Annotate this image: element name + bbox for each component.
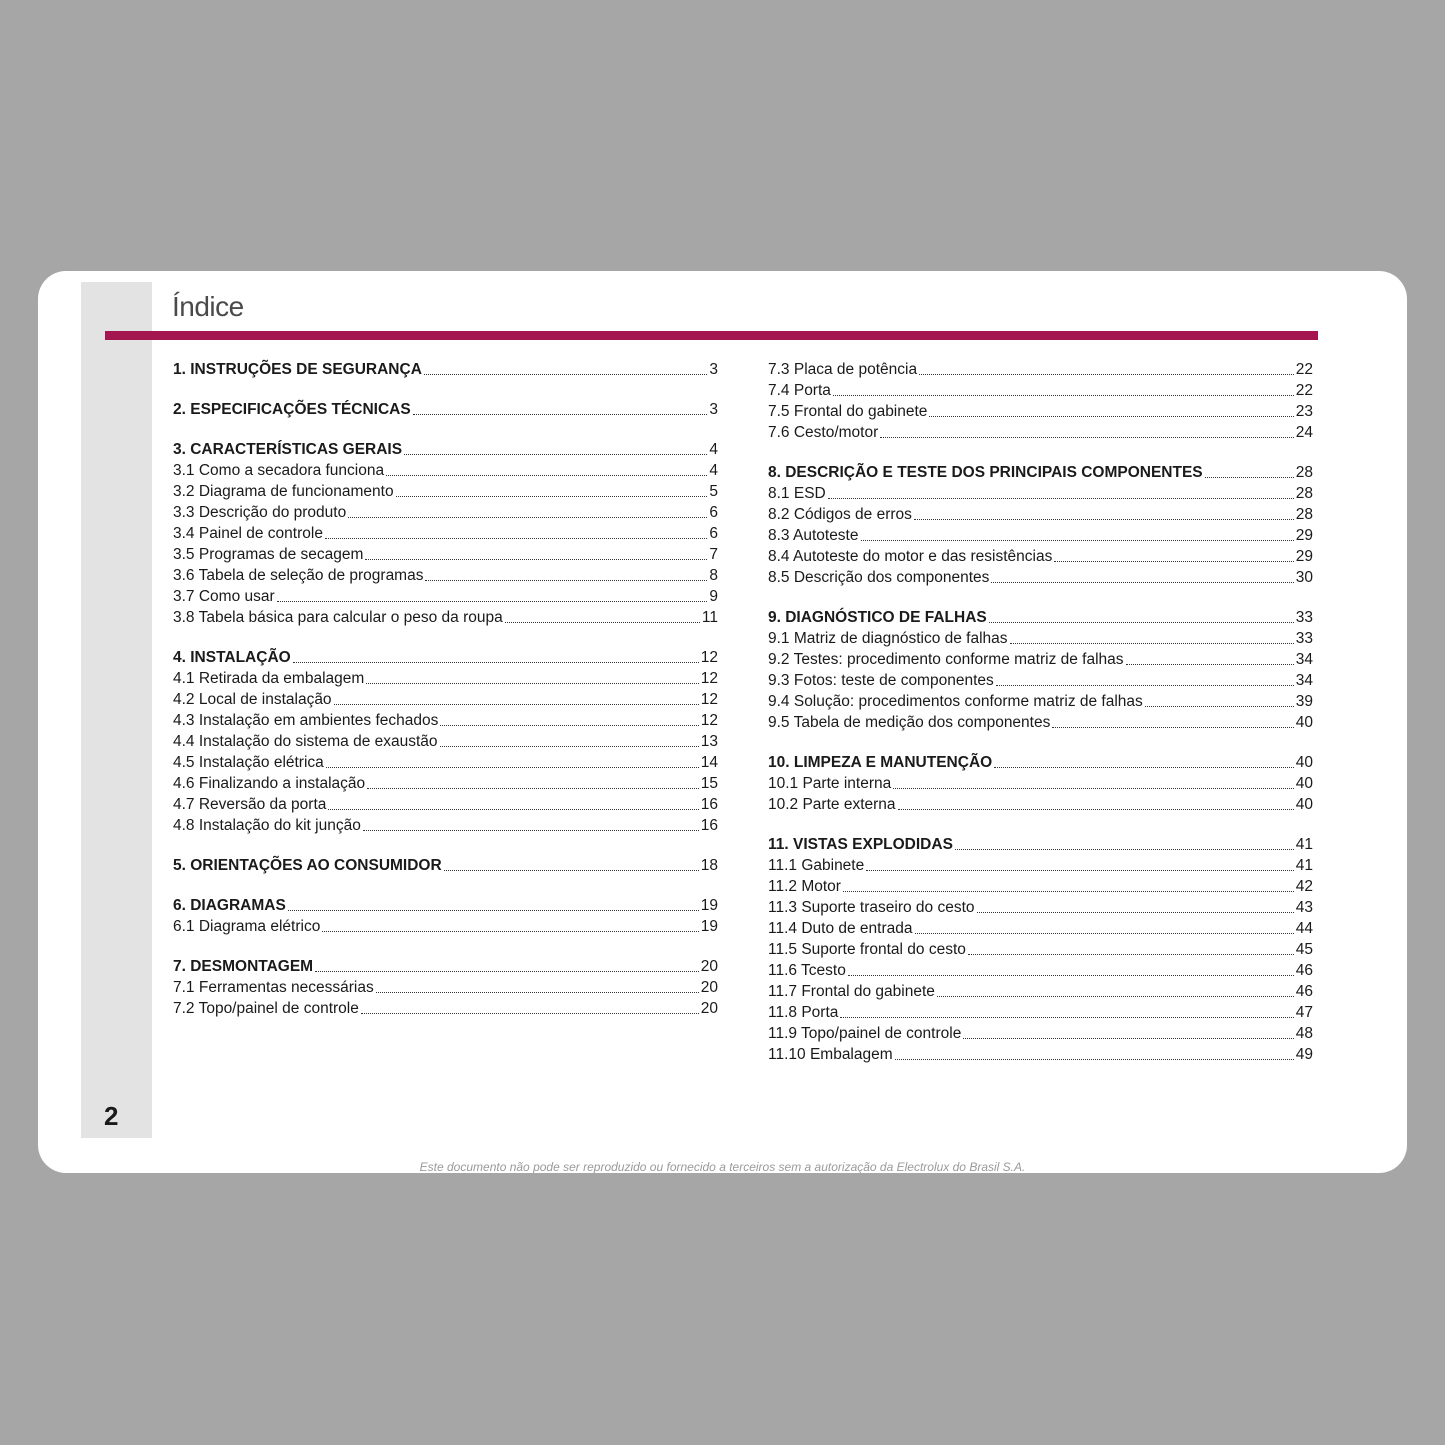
section-spacer — [768, 588, 1313, 607]
toc-dot-leader — [833, 380, 1294, 396]
toc-entry-label: 11.2 Motor — [768, 878, 841, 895]
toc-section-entry[interactable] — [768, 752, 1313, 773]
document-page — [38, 271, 1407, 1173]
toc-subsection-entry[interactable] — [173, 710, 718, 731]
toc-entry-page: 12 — [700, 649, 718, 666]
toc-entry-label: 10.1 Parte interna — [768, 775, 892, 792]
toc-entry-label: 3.5 Programas de secagem — [173, 546, 364, 563]
toc-dot-leader — [425, 565, 707, 581]
toc-entry-page: 24 — [1295, 424, 1313, 441]
toc-dot-leader — [376, 977, 699, 993]
toc-entry-label: 4.5 Instalação elétrica — [173, 754, 324, 771]
toc-entry-label: 11. VISTAS EXPLODIDAS — [768, 836, 953, 853]
toc-entry-label: 9.3 Fotos: teste de componentes — [768, 672, 994, 689]
toc-entry-page: 40 — [1295, 796, 1313, 813]
toc-subsection-entry[interactable] — [768, 380, 1313, 401]
toc-entry-label: 10. LIMPEZA E MANUTENÇÃO — [768, 754, 993, 771]
toc-subsection-entry[interactable] — [173, 998, 718, 1019]
toc-column-right — [768, 359, 1313, 1065]
toc-entry-label: 3.8 Tabela básica para calcular o peso da roupa — [173, 609, 503, 626]
toc-entry-page: 34 — [1295, 672, 1313, 689]
toc-entry-page: 5 — [709, 483, 718, 500]
section-spacer — [768, 733, 1313, 752]
toc-entry-page: 20 — [700, 1000, 718, 1017]
toc-section-entry[interactable] — [173, 399, 718, 420]
section-spacer — [173, 420, 718, 439]
toc-dot-leader — [404, 439, 707, 455]
toc-dot-leader — [277, 586, 708, 602]
toc-entry-label: 11.6 Tcesto — [768, 962, 846, 979]
toc-subsection-entry[interactable] — [173, 586, 718, 607]
toc-dot-leader — [396, 481, 708, 497]
toc-entry-label: 3.6 Tabela de seleção de programas — [173, 567, 424, 584]
toc-entry-page: 43 — [1295, 899, 1313, 916]
toc-entry-page: 42 — [1295, 878, 1313, 895]
toc-dot-leader — [955, 834, 1294, 850]
toc-dot-leader — [861, 525, 1294, 541]
toc-subsection-entry[interactable] — [173, 544, 718, 565]
toc-entry-page: 7 — [709, 546, 718, 563]
toc-dot-leader — [880, 422, 1293, 438]
toc-entry-label: 4. INSTALAÇÃO — [173, 649, 291, 666]
toc-dot-leader — [440, 710, 698, 726]
toc-entry-page: 23 — [1295, 403, 1313, 420]
toc-dot-leader — [348, 502, 707, 518]
toc-entry-page: 28 — [1295, 506, 1313, 523]
toc-dot-leader — [929, 401, 1293, 417]
toc-subsection-entry[interactable] — [768, 1023, 1313, 1044]
toc-entry-label: 11.7 Frontal do gabinete — [768, 983, 935, 1000]
toc-entry-page: 8 — [709, 567, 718, 584]
toc-entry-page: 14 — [700, 754, 718, 771]
toc-subsection-entry[interactable] — [768, 981, 1313, 1002]
toc-entry-label: 9.4 Solução: procedimentos conforme matriz de falhas — [768, 693, 1143, 710]
toc-dot-leader — [293, 647, 699, 663]
toc-entry-page: 29 — [1295, 527, 1313, 544]
toc-entry-page: 46 — [1295, 962, 1313, 979]
toc-entry-label: 4.4 Instalação do sistema de exaustão — [173, 733, 438, 750]
toc-entry-label: 8. DESCRIÇÃO E TESTE DOS PRINCIPAIS COMPONENTES — [768, 464, 1203, 481]
toc-dot-leader — [413, 399, 708, 415]
toc-subsection-entry[interactable] — [768, 1002, 1313, 1023]
toc-dot-leader — [996, 670, 1294, 686]
section-spacer — [173, 937, 718, 956]
toc-dot-leader — [915, 918, 1294, 934]
toc-section-entry[interactable] — [173, 895, 718, 916]
toc-entry-label: 9.5 Tabela de medição dos componentes — [768, 714, 1051, 731]
toc-dot-leader — [366, 668, 698, 684]
toc-subsection-entry[interactable] — [768, 401, 1313, 422]
section-spacer — [768, 443, 1313, 462]
toc-dot-leader — [989, 607, 1294, 623]
toc-entry-page: 40 — [1295, 754, 1313, 771]
toc-entry-label: 11.4 Duto de entrada — [768, 920, 913, 937]
toc-subsection-entry[interactable] — [768, 918, 1313, 939]
toc-entry-page: 45 — [1295, 941, 1313, 958]
toc-subsection-entry[interactable] — [768, 567, 1313, 588]
toc-entry-label: 4.8 Instalação do kit junção — [173, 817, 361, 834]
section-spacer — [173, 836, 718, 855]
toc-subsection-entry[interactable] — [768, 483, 1313, 504]
toc-entry-page: 19 — [700, 918, 718, 935]
toc-dot-leader — [1054, 546, 1293, 562]
toc-subsection-entry[interactable] — [768, 525, 1313, 546]
toc-dot-leader — [977, 897, 1294, 913]
toc-dot-leader — [334, 689, 699, 705]
toc-entry-page: 33 — [1295, 609, 1313, 626]
section-spacer — [768, 815, 1313, 834]
toc-entry-label: 8.5 Descrição dos componentes — [768, 569, 990, 586]
toc-dot-leader — [898, 794, 1294, 810]
toc-entry-label: 6.1 Diagrama elétrico — [173, 918, 321, 935]
toc-subsection-entry[interactable] — [173, 607, 718, 628]
toc-entry-label: 7.5 Frontal do gabinete — [768, 403, 928, 420]
toc-dot-leader — [1052, 712, 1293, 728]
toc-entry-page: 39 — [1295, 693, 1313, 710]
toc-subsection-entry[interactable] — [173, 523, 718, 544]
toc-entry-page: 3 — [709, 401, 718, 418]
toc-dot-leader — [315, 956, 699, 972]
toc-entry-page: 12 — [700, 691, 718, 708]
page-number: 2 — [104, 1101, 119, 1131]
toc-dot-leader — [968, 939, 1294, 955]
toc-subsection-entry[interactable] — [173, 815, 718, 836]
toc-subsection-entry[interactable] — [173, 916, 718, 937]
toc-dot-leader — [843, 876, 1294, 892]
toc-section-entry[interactable] — [768, 607, 1313, 628]
toc-section-entry[interactable] — [173, 359, 718, 380]
toc-entry-page: 4 — [709, 441, 718, 458]
toc-dot-leader — [991, 567, 1293, 583]
toc-entry-label: 3.3 Descrição do produto — [173, 504, 347, 521]
toc-entry-label: 9.1 Matriz de diagnóstico de falhas — [768, 630, 1008, 647]
section-spacer — [173, 876, 718, 895]
toc-entry-label: 1. INSTRUÇÕES DE SEGURANÇA — [173, 361, 422, 378]
toc-section-entry[interactable] — [768, 834, 1313, 855]
toc-dot-leader — [919, 359, 1294, 375]
toc-entry-page: 16 — [700, 796, 718, 813]
toc-section-entry[interactable] — [173, 647, 718, 668]
toc-entry-page: 16 — [700, 817, 718, 834]
title-rule — [105, 331, 1318, 340]
toc-entry-page: 30 — [1295, 569, 1313, 586]
toc-entry-page: 20 — [700, 979, 718, 996]
toc-entry-label: 7.6 Cesto/motor — [768, 424, 879, 441]
toc-dot-leader — [994, 752, 1294, 768]
toc-entry-page: 12 — [700, 712, 718, 729]
toc-entry-label: 11.10 Embalagem — [768, 1046, 893, 1063]
toc-dot-leader — [866, 855, 1294, 871]
toc-dot-leader — [440, 731, 699, 747]
toc-dot-leader — [444, 855, 699, 871]
toc-subsection-entry[interactable] — [768, 939, 1313, 960]
toc-column-left — [173, 359, 718, 1019]
toc-subsection-entry[interactable] — [173, 565, 718, 586]
toc-entry-label: 9. DIAGNÓSTICO DE FALHAS — [768, 609, 987, 626]
toc-entry-page: 47 — [1295, 1004, 1313, 1021]
toc-entry-label: 11.1 Gabinete — [768, 857, 865, 874]
section-spacer — [173, 380, 718, 399]
toc-entry-page: 49 — [1295, 1046, 1313, 1063]
toc-dot-leader — [895, 1044, 1294, 1060]
toc-entry-page: 40 — [1295, 775, 1313, 792]
toc-entry-label: 7.4 Porta — [768, 382, 831, 399]
toc-dot-leader — [325, 523, 707, 539]
toc-dot-leader — [1010, 628, 1294, 644]
toc-subsection-entry[interactable] — [173, 794, 718, 815]
toc-entry-page: 33 — [1295, 630, 1313, 647]
toc-dot-leader — [328, 794, 698, 810]
toc-subsection-entry[interactable] — [768, 422, 1313, 443]
toc-entry-label: 8.2 Códigos de erros — [768, 506, 912, 523]
toc-entry-label: 3.2 Diagrama de funcionamento — [173, 483, 394, 500]
toc-entry-page: 19 — [700, 897, 718, 914]
toc-subsection-entry[interactable] — [768, 628, 1313, 649]
toc-entry-page: 41 — [1295, 857, 1313, 874]
toc-entry-page: 28 — [1295, 485, 1313, 502]
toc-entry-label: 11.9 Topo/painel de controle — [768, 1025, 962, 1042]
toc-entry-label: 10.2 Parte externa — [768, 796, 896, 813]
toc-subsection-entry[interactable] — [173, 752, 718, 773]
toc-dot-leader — [505, 607, 700, 623]
toc-entry-page: 40 — [1295, 714, 1313, 731]
toc-subsection-entry[interactable] — [768, 670, 1313, 691]
toc-subsection-entry[interactable] — [173, 460, 718, 481]
toc-subsection-entry[interactable] — [768, 773, 1313, 794]
toc-entry-label: 4.1 Retirada da embalagem — [173, 670, 365, 687]
toc-dot-leader — [828, 483, 1294, 499]
toc-entry-page: 41 — [1295, 836, 1313, 853]
toc-subsection-entry[interactable] — [768, 794, 1313, 815]
toc-subsection-entry[interactable] — [173, 731, 718, 752]
toc-entry-label: 8.3 Autoteste — [768, 527, 859, 544]
toc-entry-label: 2. ESPECIFICAÇÕES TÉCNICAS — [173, 401, 411, 418]
toc-dot-leader — [1145, 691, 1294, 707]
toc-dot-leader — [365, 544, 707, 560]
toc-entry-label: 7.2 Topo/painel de controle — [173, 1000, 359, 1017]
toc-subsection-entry[interactable] — [173, 481, 718, 502]
toc-entry-page: 6 — [709, 525, 718, 542]
toc-section-entry[interactable] — [768, 462, 1313, 483]
toc-section-entry[interactable] — [173, 439, 718, 460]
toc-entry-page: 48 — [1295, 1025, 1313, 1042]
toc-entry-label: 5. ORIENTAÇÕES AO CONSUMIDOR — [173, 857, 442, 874]
toc-dot-leader — [963, 1023, 1293, 1039]
toc-entry-label: 8.1 ESD — [768, 485, 826, 502]
toc-dot-leader — [1205, 462, 1294, 478]
toc-dot-leader — [367, 773, 699, 789]
toc-dot-leader — [386, 460, 707, 476]
toc-subsection-entry[interactable] — [173, 689, 718, 710]
toc-subsection-entry[interactable] — [768, 359, 1313, 380]
toc-entry-page: 12 — [700, 670, 718, 687]
toc-entry-label: 4.6 Finalizando a instalação — [173, 775, 366, 792]
toc-entry-page: 46 — [1295, 983, 1313, 1000]
toc-entry-label: 4.7 Reversão da porta — [173, 796, 327, 813]
toc-dot-leader — [893, 773, 1294, 789]
toc-entry-label: 3. CARACTERÍSTICAS GERAIS — [173, 441, 403, 458]
toc-subsection-entry[interactable] — [173, 977, 718, 998]
toc-dot-leader — [840, 1002, 1293, 1018]
toc-entry-label: 3.4 Painel de controle — [173, 525, 323, 542]
toc-entry-label: 7.3 Placa de potência — [768, 361, 918, 378]
toc-entry-label: 3.7 Como usar — [173, 588, 275, 605]
toc-entry-page: 15 — [700, 775, 718, 792]
toc-entry-page: 6 — [709, 504, 718, 521]
toc-dot-leader — [1126, 649, 1294, 665]
toc-entry-page: 13 — [700, 733, 718, 750]
toc-subsection-entry[interactable] — [768, 712, 1313, 733]
toc-subsection-entry[interactable] — [173, 668, 718, 689]
toc-dot-leader — [322, 916, 698, 932]
toc-entry-page: 11 — [701, 609, 718, 626]
toc-dot-leader — [361, 998, 699, 1014]
toc-entry-page: 18 — [700, 857, 718, 874]
toc-entry-label: 9.2 Testes: procedimento conforme matriz de falhas — [768, 651, 1124, 668]
toc-subsection-entry[interactable] — [768, 504, 1313, 525]
toc-subsection-entry[interactable] — [768, 960, 1313, 981]
toc-dot-leader — [937, 981, 1294, 997]
toc-entry-label: 6. DIAGRAMAS — [173, 897, 286, 914]
toc-entry-page: 4 — [709, 462, 718, 479]
toc-entry-label: 4.2 Local de instalação — [173, 691, 332, 708]
page-title: Índice — [172, 291, 244, 322]
toc-subsection-entry[interactable] — [768, 691, 1313, 712]
toc-subsection-entry[interactable] — [173, 773, 718, 794]
toc-entry-page: 9 — [709, 588, 718, 605]
page-sidebar-strip — [81, 282, 152, 1138]
toc-entry-page: 20 — [700, 958, 718, 975]
toc-entry-page: 22 — [1295, 382, 1313, 399]
toc-section-entry[interactable] — [173, 956, 718, 977]
toc-dot-leader — [914, 504, 1294, 520]
toc-entry-label: 8.4 Autoteste do motor e das resistências — [768, 548, 1053, 565]
toc-entry-page: 22 — [1295, 361, 1313, 378]
toc-entry-page: 28 — [1295, 464, 1313, 481]
toc-dot-leader — [288, 895, 699, 911]
section-spacer — [173, 628, 718, 647]
toc-entry-page: 29 — [1295, 548, 1313, 565]
toc-entry-label: 11.8 Porta — [768, 1004, 839, 1021]
toc-subsection-entry[interactable] — [768, 1044, 1313, 1065]
footer-disclaimer: Este documento não pode ser reproduzido ou fornecido a terceiros sem a autorização da Electrolux do Brasil S.A. — [419, 1160, 1026, 1173]
toc-entry-label: 11.3 Suporte traseiro do cesto — [768, 899, 975, 916]
toc-subsection-entry[interactable] — [173, 502, 718, 523]
toc-entry-label: 4.3 Instalação em ambientes fechados — [173, 712, 439, 729]
toc-subsection-entry[interactable] — [768, 897, 1313, 918]
toc-entry-page: 3 — [709, 361, 718, 378]
toc-subsection-entry[interactable] — [768, 855, 1313, 876]
toc-dot-leader — [326, 752, 699, 768]
toc-subsection-entry[interactable] — [768, 649, 1313, 670]
toc-dot-leader — [424, 359, 707, 375]
toc-entry-label: 7. DESMONTAGEM — [173, 958, 314, 975]
toc-entry-label: 7.1 Ferramentas necessárias — [173, 979, 374, 996]
toc-entry-page: 44 — [1295, 920, 1313, 937]
toc-section-entry[interactable] — [173, 855, 718, 876]
toc-subsection-entry[interactable] — [768, 546, 1313, 567]
toc-entry-page: 34 — [1295, 651, 1313, 668]
toc-dot-leader — [363, 815, 699, 831]
toc-dot-leader — [848, 960, 1294, 976]
toc-entry-label: 11.5 Suporte frontal do cesto — [768, 941, 966, 958]
toc-subsection-entry[interactable] — [768, 876, 1313, 897]
toc-entry-label: 3.1 Como a secadora funciona — [173, 462, 385, 479]
